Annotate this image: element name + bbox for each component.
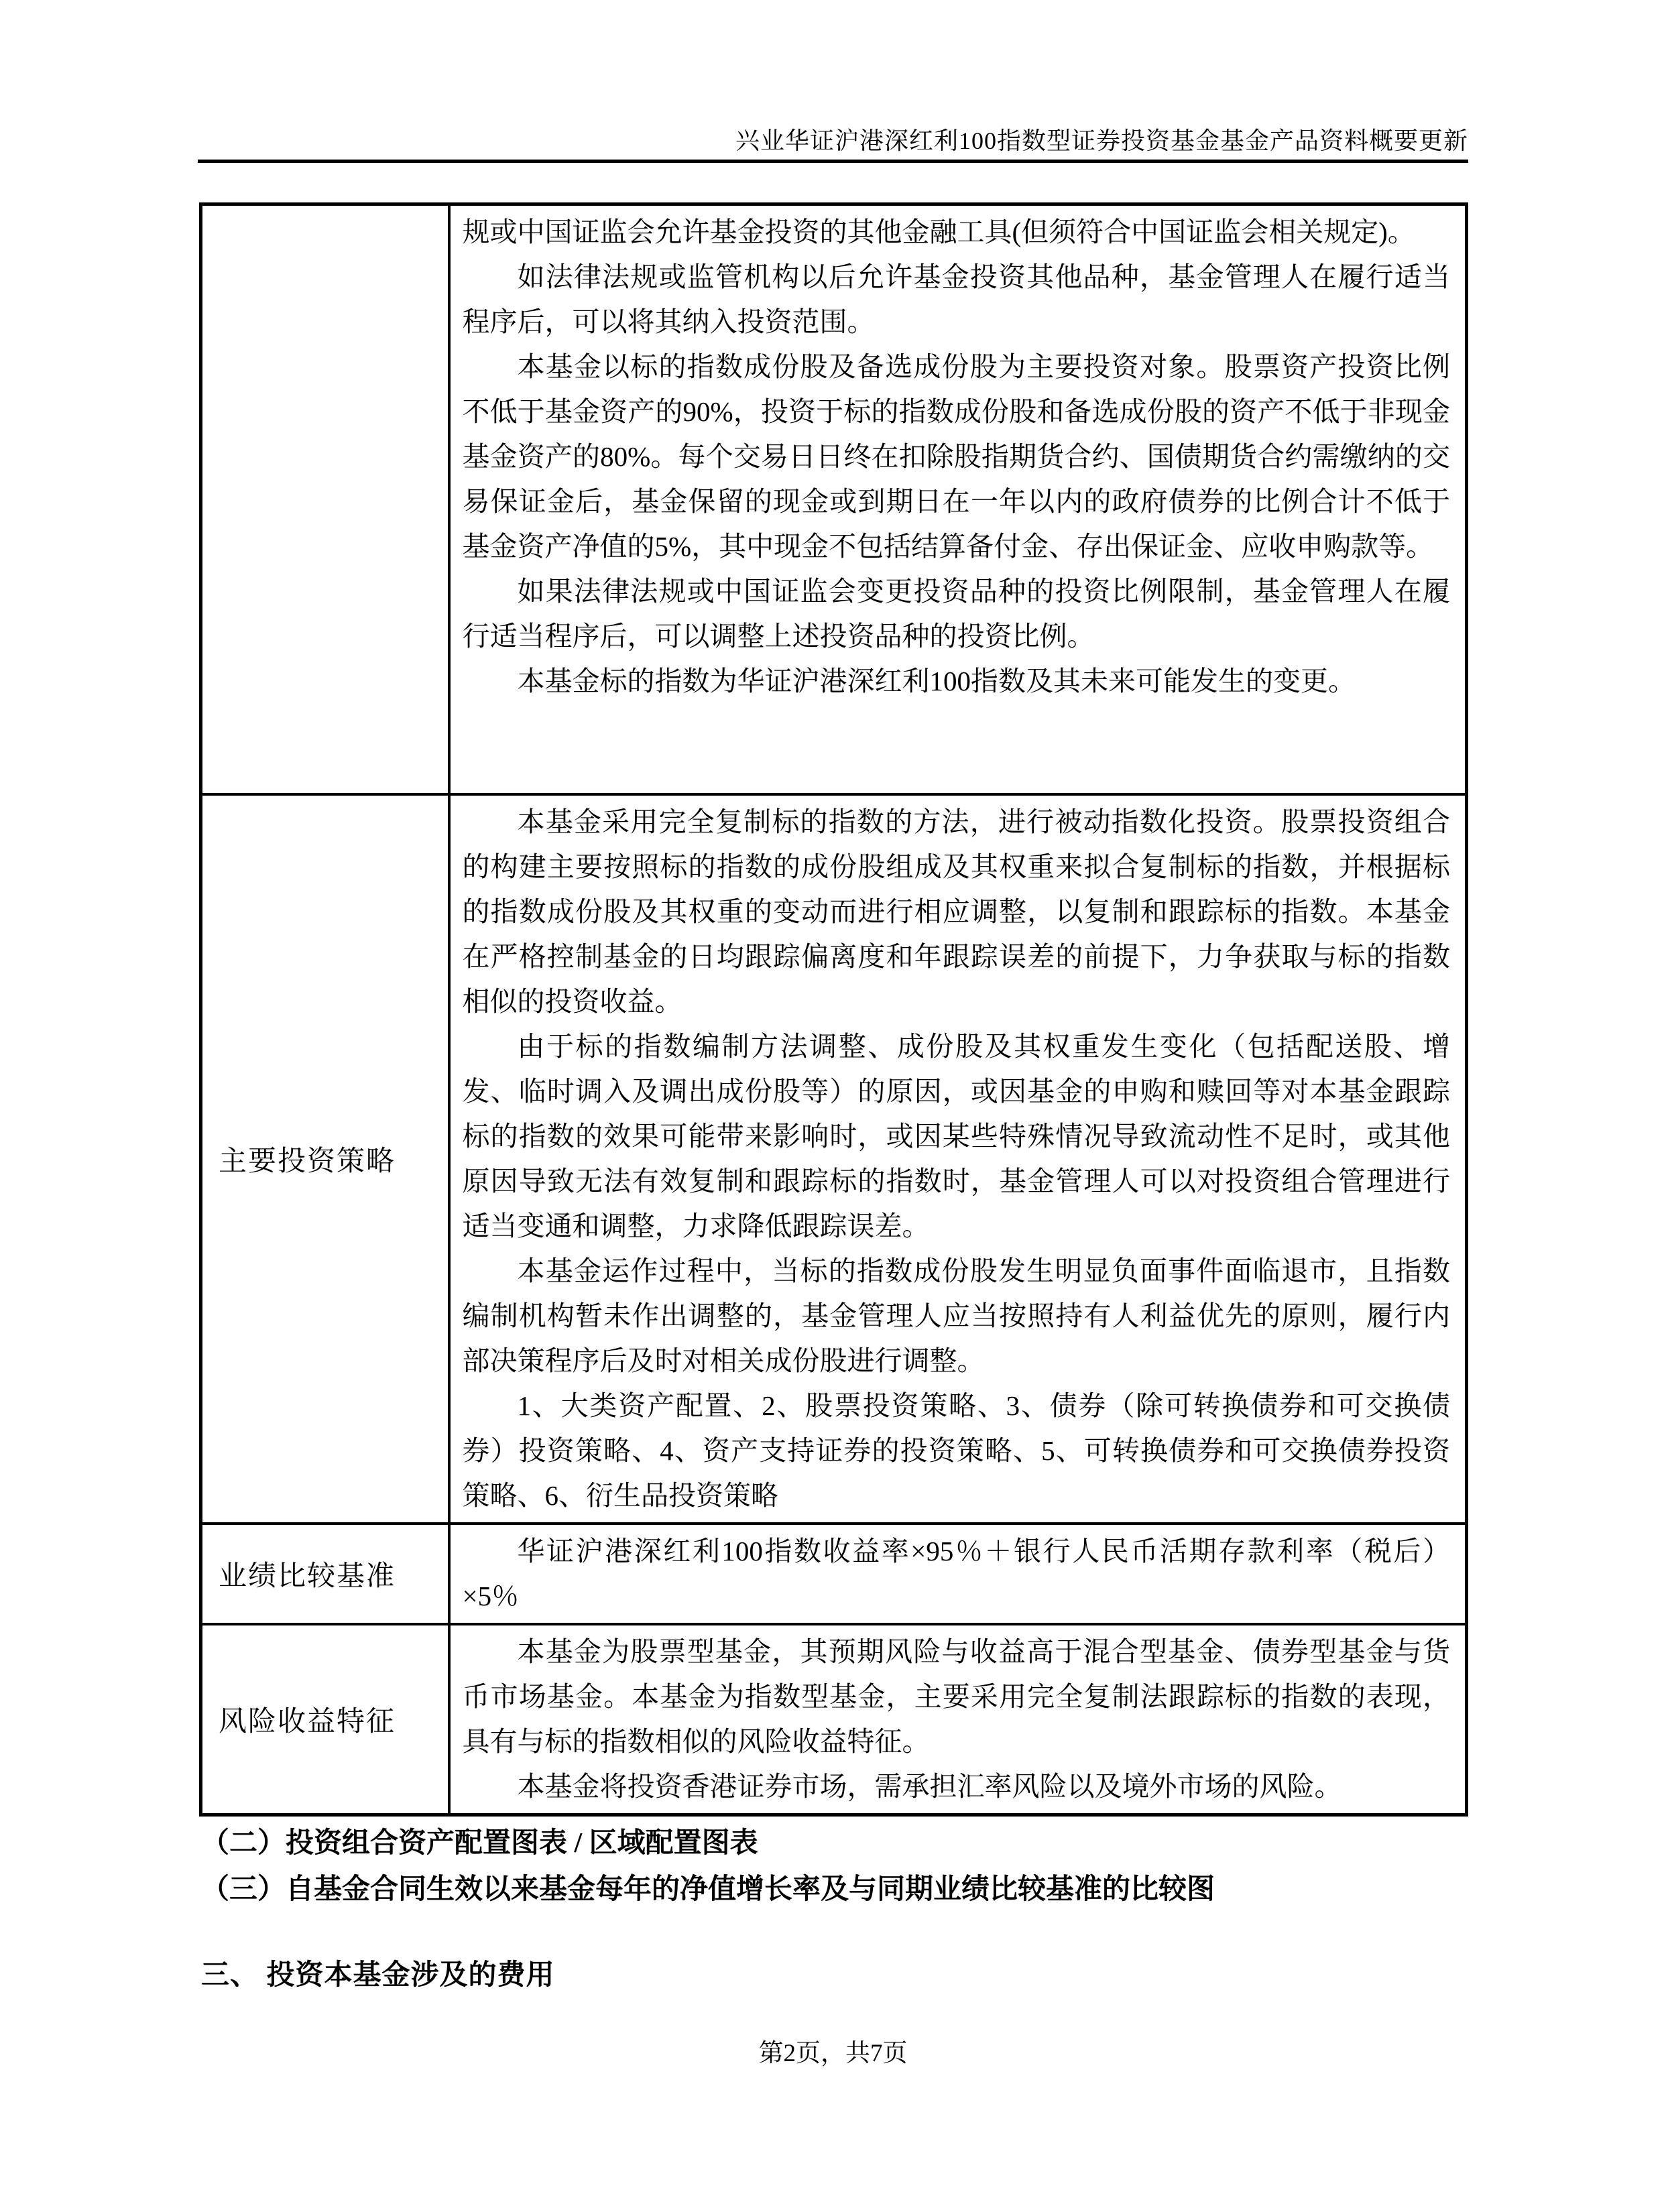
paragraph: 规或中国证监会允许基金投资的其他金融工具(但须符合中国证监会相关规定)。 — [462, 217, 1415, 247]
table-row — [201, 1524, 1467, 1624]
fund-info-table — [199, 202, 1468, 1817]
row-content — [449, 794, 1467, 1524]
paragraph: 本基金以标的指数成份股及备选成份股为主要投资对象。股票资产投资比例不低于基金资产的90%，投资于标的指数成份股和备选成份股的资产不低于非现金基金资产的80%。每个交易日日终在扣除股指期货合约、国债期货合约需缴纳的交易保证金后，基金保留的现金或到期日在一年以内的政府债券的比例合计不低于基金资产净值的5%，其中现金不包括结算备付金、存出保证金、应收申购款等。 — [462, 351, 1450, 562]
paragraph: 1、大类资产配置、2、股票投资策略、3、债券（除可转换债券和可交换债券）投资策略、4、资产支持证券的投资策略、5、可转换债券和可交换债券投资策略、6、衍生品投资策略 — [462, 1390, 1450, 1511]
paragraph: 如果法律法规或中国证监会变更投资品种的投资比例限制，基金管理人在履行适当程序后，可以调整上述投资品种的投资比例。 — [462, 576, 1450, 652]
row-label: 主要投资策略 — [201, 794, 449, 1524]
paragraph: 由于标的指数编制方法调整、成份股及其权重发生变化（包括配送股、增发、临时调入及调出成份股等）的原因，或因基金的申购和赎回等对本基金跟踪标的指数的效果可能带来影响时，或因某些特殊情况导致流动性不足时，或其他原因导致无法有效复制和跟踪标的指数时，基金管理人可以对投资组合管理进行适当变通和调整，力求降低跟踪误差。 — [462, 1030, 1450, 1241]
paragraph: 如法律法规或监管机构以后允许基金投资其他品种，基金管理人在履行适当程序后，可以将其纳入投资范围。 — [462, 261, 1450, 337]
row-label: 业绩比较基准 — [201, 1524, 449, 1624]
paragraph: 华证沪港深红利100指数收益率×95％＋银行人民币活期存款利率（税后）×5％ — [462, 1535, 1450, 1611]
paragraph: 本基金运作过程中，当标的指数成份股发生明显负面事件面临退市，且指数编制机构暂未作出调整的，基金管理人应当按照持有人利益优先的原则，履行内部决策程序后及时对相关成份股进行调整。 — [462, 1255, 1450, 1376]
paragraph: 本基金将投资香港证券市场，需承担汇率风险以及境外市场的风险。 — [517, 1770, 1342, 1802]
row-label — [201, 204, 449, 794]
section-heading-portfolio-allocation-charts: （二）投资组合资产配置图表 / 区域配置图表 — [201, 1828, 758, 1859]
section-heading-nav-growth-comparison: （三）自基金合同生效以来基金每年的净值增长率及与同期业绩比较基准的比较图 — [201, 1874, 1215, 1905]
running-head-title: 兴业华证沪港深红利100指数型证券投资基金基金产品资料概要更新 — [735, 127, 1468, 154]
header-rule — [198, 160, 1468, 163]
table-row — [201, 794, 1467, 1524]
row-content — [449, 1524, 1467, 1624]
paragraph: 本基金为股票型基金，其预期风险与收益高于混合型基金、债券型基金与货币市场基金。本基金为指数型基金，主要采用完全复制法跟踪标的指数的表现，具有与标的指数相似的风险收益特征。 — [462, 1636, 1450, 1757]
table-row — [201, 1624, 1467, 1815]
paragraph: 本基金采用完全复制标的指数的方法，进行被动指数化投资。股票投资组合的构建主要按照标的指数的成份股组成及其权重来拟合复制标的指数，并根据标的指数成份股及其权重的变动而进行相应调整，以复制和跟踪标的指数。本基金在严格控制基金的日均跟踪偏离度和年跟踪误差的前提下，力争获取与标的指数相似的投资收益。 — [462, 806, 1450, 1017]
table-row — [201, 204, 1467, 794]
row-content — [449, 204, 1467, 794]
page-number-footer: 第2页，共7页 — [758, 2040, 908, 2067]
row-content — [449, 1624, 1467, 1815]
fund-info-table-body — [201, 204, 1467, 1815]
paragraph: 本基金标的指数为华证沪港深红利100指数及其未来可能发生的变更。 — [517, 666, 1356, 696]
row-label: 风险收益特征 — [201, 1624, 449, 1815]
section-heading-fund-fees: 三、 投资本基金涉及的费用 — [201, 1960, 555, 1991]
